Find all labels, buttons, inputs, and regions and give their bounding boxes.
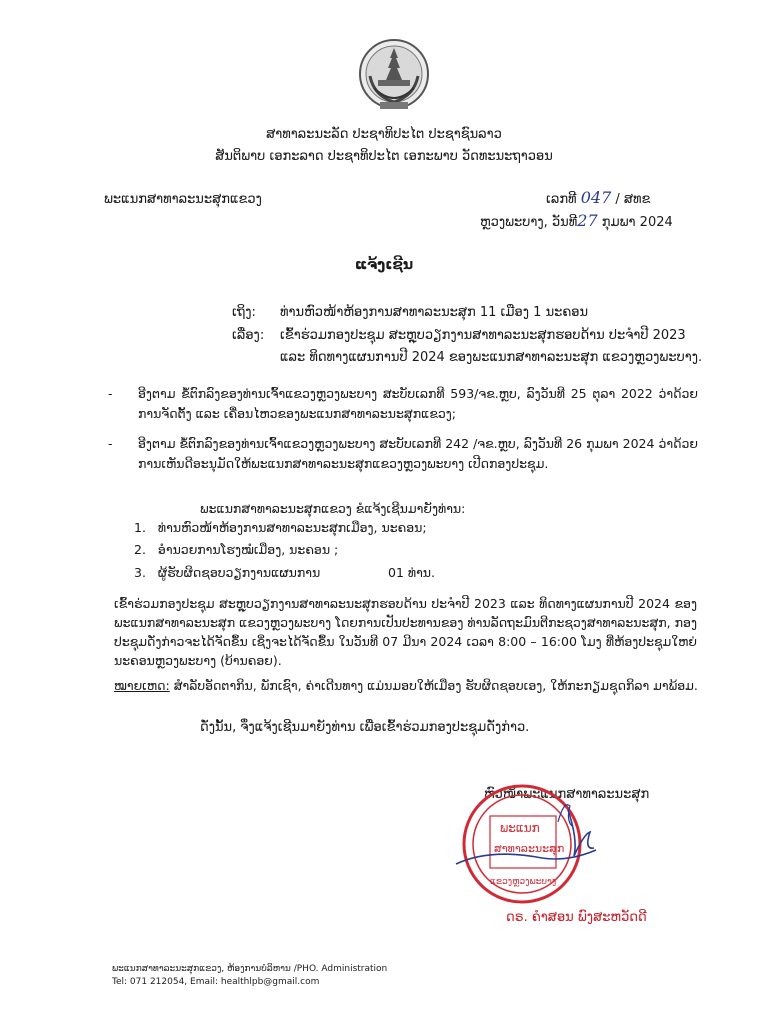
to-recipient: ທ່ານຫົວໜ້າຫ້ອງການສາທາລະນະສຸກ 11 ເມືອງ 1 ນະຄອນ — [280, 305, 589, 320]
letter-date — [480, 212, 673, 231]
reference-suffix: / ສທຂ — [615, 192, 651, 207]
footer-contact: Tel: 071 212054, Email: healthlpb@gmail.com — [112, 977, 320, 987]
stamp-text-top: ພະແນກ — [500, 821, 540, 835]
national-motto: ສັນຕິພາບ ເອກະລາດ ປະຊາທິປະໄຕ ເອກະພາບ ວັດທະນະຖາວອນ — [215, 149, 553, 164]
reference-item — [108, 434, 698, 474]
stamp-text-middle: ສາທາລະນະສຸກ — [494, 842, 565, 855]
bullet-dash: - — [108, 386, 113, 401]
note-label: ໝາຍເຫດ: — [114, 678, 170, 693]
document-title: ແຈ້ງເຊີນ — [354, 257, 414, 273]
country-name: ສາທາລະນະລັດ ປະຊາທິປະໄຕ ປະຊາຊົນລາວ — [266, 127, 502, 142]
reference-handwritten-number: 047 — [580, 188, 612, 207]
signatory-title: ຫົວໜ້າພະແນກສາທາລະນະສຸກ — [484, 787, 650, 802]
date-handwritten-day: 27 — [577, 211, 598, 230]
invitee-text: ຜູ້ຮັບຜິດຊອບວຽກງານແຜນການ — [157, 565, 321, 580]
reference-prefix: ເລກທີ — [546, 192, 577, 207]
invitee-number: 3. — [134, 565, 146, 580]
date-prefix: ຫຼວງພະບາງ, ວັນທີ — [480, 215, 578, 230]
body-paragraph: ເຂົ້າຮ່ວມກອງປະຊຸມ ສະຫຼຸບວຽກງານສາທາລະນະສຸກຮອບດ້ານ ປະຈຳປີ 2023 ແລະ ທິດທາງແຜນການປີ 2024 ຂອງພະແນກສາທາລະນະສຸກ ແຂວງຫຼວງພະບາງ ໂດຍການເປັນປະທານຂອງ ທ່ານລັດຖະມົນຕີກະຊວງສາທາລະນະສຸກ, ກອງປະຊຸມດັ່ງກ່າວຈະໄດ້ຈັດຂຶ້ນ ເຊິ່ງຈະໄດ້ຈັດຂຶ້ນ ໃນວັນທີ 07 ມີນາ 2024 ເວລາ 8:00 – 16:00 ໂມງ ທີ່ຫ້ອງປະຊຸມໃຫຍ່ ນະຄອນຫຼວງພະບາງ (ບ້ານຄອຍ). — [114, 596, 697, 668]
date-suffix: ກຸມພາ 2024 — [601, 215, 673, 230]
sender-department: ພະແນກສາທາລະນະສຸກແຂວງ — [104, 192, 262, 207]
note-text: ສຳລັບອັດຕາກິນ, ພັກເຊົາ, ຄ່າເດີນທາງ ແມ່ນມອບໃຫ້ເມືອງ ຮັບຜິດຊອບເອງ, ໃຫ້ກະກຽມຊຸດກິລາ ມາພ້ອມ. — [173, 678, 698, 693]
invitee-text: ທ່ານຫົວໜ້າຫ້ອງການສາທາລະນະສຸກເມືອງ, ນະຄອນ; — [157, 520, 427, 535]
closing-statement: ດັ່ງນັ້ນ, ຈຶ່ງແຈ້ງເຊີນມາຍັງທ່ານ ເພື່ອເຂົ້າຮ່ວມກອງປະຊຸມດັ່ງກ່າວ. — [200, 720, 530, 735]
stamp-text-bottom: ແຂວງຫຼວງພະບາງ — [490, 877, 557, 887]
official-stamp — [450, 770, 600, 920]
bullet-dash: - — [108, 436, 113, 451]
subject-line-2: ແລະ ທິດທາງແຜນການປີ 2024 ຂອງພະແນກສາທາລະນະສຸກ ແຂວງຫຼວງພະບາງ. — [280, 350, 703, 365]
invitee-item — [134, 541, 338, 559]
subject-label: ເລື່ອງ: — [232, 328, 265, 343]
invite-intro: ພະແນກສາທາລະນະສຸກແຂວງ ຂໍແຈ້ງເຊີນມາຍັງທ່ານ: — [200, 501, 466, 516]
invitee-text: ອຳນວຍການໂຮງໝໍເມືອງ, ນະຄອນ ; — [157, 542, 339, 557]
signatory-name: ດຣ. ຄຳສອນ ພົງສະຫວັດດີ — [506, 910, 647, 925]
invitee-number: 2. — [134, 542, 146, 557]
national-emblem-logo — [356, 36, 432, 116]
note — [114, 677, 698, 694]
footer-department: ພະແນກສາທາລະນະສຸກແຂວງ, ຫ້ອງການບໍລິຫານ /PHO. Administration — [112, 964, 388, 974]
reference-text: ອີງຕາມ ຂໍ້ຕົກລົງຂອງທ່ານເຈົ້າແຂວງຫຼວງພະບາງ ສະບັບເລກທີ 242 /ຈຂ.ຫຼບ, ລົງວັນທີ 26 ກຸມພາ 2024 ວ່າດ້ວຍການເຫັນດີອະນຸມັດໃຫ້ພະແນກສາທາລະນະສຸກແຂວງຫຼວງພະບາງ ເປີດກອງປະຊຸມ. — [138, 436, 698, 471]
invitee-item — [134, 564, 320, 582]
subject-line-1: ເຂົ້າຮ່ວມກອງປະຊຸມ ສະຫຼຸບວຽກງານສາທາລະນະສຸກຮອບດ້ານ ປະຈຳປີ 2023 — [280, 328, 686, 343]
reference-text: ອີງຕາມ ຂໍ້ຕົກລົງຂອງທ່ານເຈົ້າແຂວງຫຼວງພະບາງ ສະບັບເລກທີ 593/ຈຂ.ຫຼບ, ລົງວັນທີ 25 ຕຸລາ 2022 ວ່າດ້ວຍການຈັດຕັ້ງ ແລະ ເຄື່ອນໄຫວຂອງພະແນກສາທາລະນະສຸກແຂວງ; — [138, 386, 698, 421]
invitee-number: 1. — [134, 520, 146, 535]
reference-number — [546, 189, 650, 208]
to-label: ເຖິງ: — [232, 305, 256, 320]
invitee-item — [134, 519, 427, 537]
invitee-count: 01 ທ່ານ. — [388, 565, 436, 580]
reference-item — [108, 384, 698, 424]
